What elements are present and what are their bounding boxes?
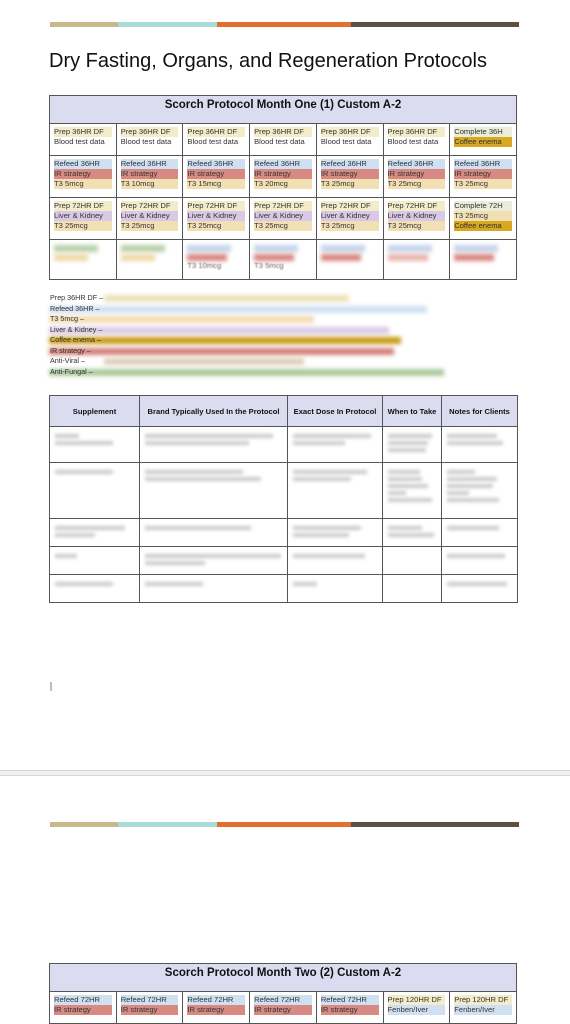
calendar-day: Complete 36H Coffee enema	[450, 124, 517, 156]
calendar-day	[383, 240, 450, 280]
calendar-day: T3 5mcg	[250, 240, 317, 280]
table-header-row	[50, 396, 518, 427]
calendar-day: Refeed 72HR IR strategy	[50, 992, 117, 1024]
redacted-cell	[288, 463, 383, 519]
calendar-day: Refeed 72HR IR strategy	[250, 992, 317, 1024]
calendar-day: Prep 36HR DF Blood test data	[183, 124, 250, 156]
redacted-cell	[50, 575, 140, 603]
redacted-cell	[288, 547, 383, 575]
color-legend	[49, 293, 449, 377]
calendar-day: Refeed 36HR IR strategy T3 15mcg	[183, 156, 250, 198]
calendar-day	[450, 240, 517, 280]
redacted-cell	[140, 463, 288, 519]
calendar-day: Prep 36HR DF Blood test data	[116, 124, 183, 156]
table-row	[50, 519, 518, 547]
legend-item: Liver & Kidney –	[49, 325, 449, 336]
calendar-day: Refeed 36HR IR strategy T3 25mcg	[383, 156, 450, 198]
calendar-day: Prep 36HR DF Blood test data	[250, 124, 317, 156]
legend-item: Anti-Viral –	[49, 356, 449, 367]
calendar-day: Refeed 72HR IR strategy	[183, 992, 250, 1024]
calendar-day: Refeed 72HR IR strategy	[116, 992, 183, 1024]
redacted-cell	[288, 519, 383, 547]
redacted-cell	[50, 463, 140, 519]
calendar-day: Refeed 36HR IR strategy T3 10mcg	[116, 156, 183, 198]
calendar-day: Prep 72HR DF Liver & Kidney T3 25mcg	[116, 198, 183, 240]
calendar-day: Prep 36HR DF Blood test data	[383, 124, 450, 156]
legend-item: T3 5mcg –	[49, 314, 449, 325]
redacted-cell	[383, 463, 442, 519]
text-cursor	[50, 682, 52, 691]
redacted-cell	[140, 519, 288, 547]
calendar-day: Refeed 36HR IR strategy T3 25mcg	[450, 156, 517, 198]
calendar-week-row	[50, 156, 517, 198]
redacted-cell	[288, 575, 383, 603]
accent-bar	[50, 22, 519, 27]
redacted-cell	[442, 547, 518, 575]
calendar-day: Refeed 72HR IR strategy	[316, 992, 383, 1024]
document-title: Dry Fasting, Organs, and Regeneration Protocols	[49, 50, 487, 72]
calendar-day: Prep 72HR DF Liver & Kidney T3 25mcg	[250, 198, 317, 240]
legend-item: Coffee enema –	[49, 335, 449, 346]
redacted-cell	[383, 575, 442, 603]
redacted-cell	[383, 547, 442, 575]
calendar-day	[50, 240, 117, 280]
calendar-day: Prep 72HR DF Liver & Kidney T3 25mcg	[50, 198, 117, 240]
column-header: Exact Dose In Protocol	[288, 396, 383, 427]
table-row	[50, 575, 518, 603]
redacted-cell	[50, 547, 140, 575]
redacted-cell	[50, 427, 140, 463]
calendar-day: Refeed 36HR IR strategy T3 25mcg	[316, 156, 383, 198]
legend-item: Anti-Fungal –	[49, 367, 449, 378]
redacted-cell	[442, 519, 518, 547]
calendar-day: Prep 36HR DF Blood test data	[316, 124, 383, 156]
table-row	[50, 463, 518, 519]
calendar-day: Prep 36HR DF Blood test data	[50, 124, 117, 156]
calendar-day: Prep 72HR DF Liver & Kidney T3 25mcg	[316, 198, 383, 240]
redacted-cell	[442, 463, 518, 519]
redacted-cell	[383, 519, 442, 547]
month-one-calendar	[49, 95, 517, 280]
supplement-table	[49, 395, 518, 603]
calendar-day: Prep 120HR DF Fenben/Iver	[450, 992, 517, 1024]
accent-bar	[50, 822, 519, 827]
redacted-cell	[288, 427, 383, 463]
calendar-title: Scorch Protocol Month Two (2) Custom A-2	[50, 964, 517, 992]
calendar-day: Prep 120HR DF Fenben/Iver	[383, 992, 450, 1024]
redacted-cell	[442, 427, 518, 463]
calendar-day: Complete 72H T3 25mcg Coffee enema	[450, 198, 517, 240]
legend-item: IR strategy –	[49, 346, 449, 357]
calendar-day: Refeed 36HR IR strategy T3 20mcg	[250, 156, 317, 198]
calendar-week-row	[50, 992, 517, 1024]
table-row	[50, 427, 518, 463]
redacted-cell	[140, 427, 288, 463]
calendar-title: Scorch Protocol Month One (1) Custom A-2	[50, 96, 517, 124]
calendar-day	[316, 240, 383, 280]
legend-item: Refeed 36HR –	[49, 304, 449, 315]
calendar-day: T3 10mcg	[183, 240, 250, 280]
document-page-2	[0, 776, 570, 1015]
calendar-week-row	[50, 124, 517, 156]
redacted-cell	[442, 575, 518, 603]
redacted-cell	[140, 575, 288, 603]
redacted-cell	[140, 547, 288, 575]
column-header: Supplement	[50, 396, 140, 427]
calendar-day: Refeed 36HR IR strategy T3 5mcg	[50, 156, 117, 198]
redacted-cell	[50, 519, 140, 547]
calendar-week-row-redacted	[50, 240, 517, 280]
column-header: Notes for Clients	[442, 396, 518, 427]
calendar-week-row	[50, 198, 517, 240]
legend-item: Prep 36HR DF –	[49, 293, 449, 304]
table-row	[50, 547, 518, 575]
calendar-day: Prep 72HR DF Liver & Kidney T3 25mcg	[383, 198, 450, 240]
column-header: When to Take	[383, 396, 442, 427]
redacted-cell	[383, 427, 442, 463]
calendar-day: Prep 72HR DF Liver & Kidney T3 25mcg	[183, 198, 250, 240]
calendar-day	[116, 240, 183, 280]
column-header: Brand Typically Used In the Protocol	[140, 396, 288, 427]
